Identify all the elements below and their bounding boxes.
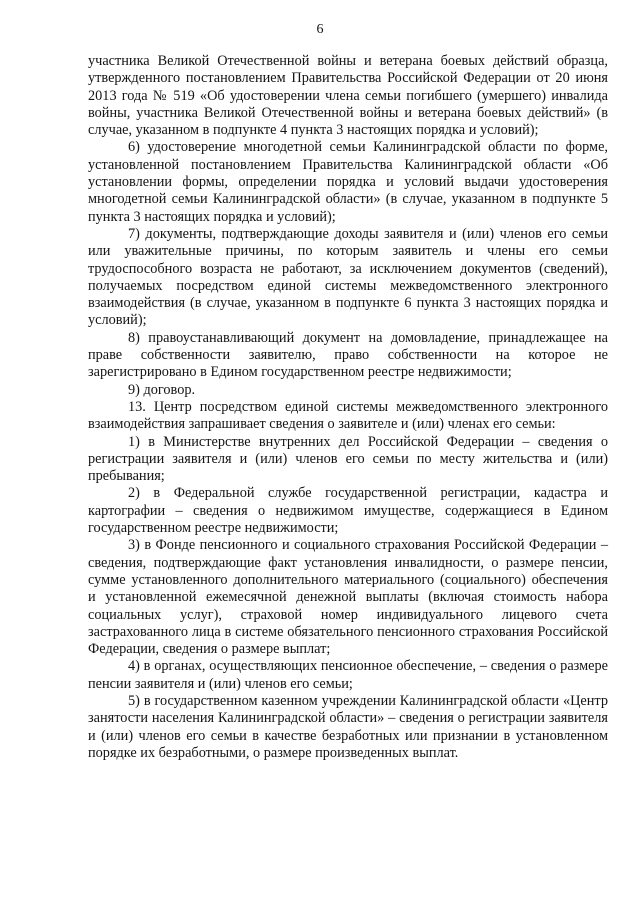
paragraph-item-7: 7) документы, подтверждающие доходы заявителя и (или) членов его семьи или уважительные причины, по которым заявитель и члены его семьи трудоспособного возраста не работают, за исключением документов (сведений), получаемых посредством единой системы межведомственного электронного взаимодействия (в случае, указанном в подпункте 6 пункта 3 настоящих порядка и условий); xyxy=(88,225,608,329)
paragraph-item-9: 9) договор. xyxy=(128,381,196,398)
paragraph-item-6: 6) удостоверение многодетной семьи Калининградской области по форме, установленной постановлением Правительства Калининградской области «Об установлении формы, определении порядка и условий выдачи удостоверения многодетной семьи Калининградской области» (в случае, указанном в подпункте 5 пункта 3 настоящих порядка и условий); xyxy=(88,139,608,225)
paragraph-section-13-item-5: 5) в государственном казенном учреждении Калининградской области «Центр занятости населения Калининградской области» – сведения о регистрации заявителя и (или) членов его семьи в качестве безработных или признании в установленном порядке их безработными, о размере произведенных выплат. xyxy=(88,692,608,761)
paragraph-item-8: 8) правоустанавливающий документ на домовладение, принадлежащее на праве собственности заявителю, право собственности на которое не зарегистрировано в Едином государственном реестре недвижимости; xyxy=(88,329,608,381)
paragraph-section-13-item-2: 2) в Федеральной службе государственной регистрации, кадастра и картографии – сведения о недвижимом имуществе, содержащиеся в Едином государственном реестре недвижимости; xyxy=(88,485,608,537)
paragraph-certificate-continuation: участника Великой Отечественной войны и ветерана боевых действий образца, утвержденного постановлением Правительства Российской Федерации от 20 июня 2013 года № 519 «Об удостоверении члена семьи погибшего (умершего) инвалида войны, участника Великой Отечественной войны и ветерана боевых действий» (в случае, указанном в подпункте 4 пункта 3 настоящих порядка и условий); xyxy=(88,53,608,139)
paragraph-section-13-item-3: 3) в Фонде пенсионного и социального страхования Российской Федерации – сведения, подтверждающие факт установления инвалидности, о размере пенсии, сумме установленного дополнительного материального (социального) обеспечения и установленной ежемесячной денежной выплаты (включая стоимость набора социальных услуг), страховой номер индивидуального лицевого счета застрахованного лица в системе обязательного пенсионного страхования Российской Федерации, сведения о размере выплат; xyxy=(88,537,608,658)
document-body xyxy=(88,53,608,762)
page-number: 6 xyxy=(316,22,324,37)
paragraph-section-13-item-4: 4) в органах, осуществляющих пенсионное обеспечение, – сведения о размере пенсии заявителя и (или) членов его семьи; xyxy=(88,658,608,692)
paragraph-section-13: 13. Центр посредством единой системы межведомственного электронного взаимодействия запрашивает сведения о заявителе и (или) членах его семьи: xyxy=(88,398,608,433)
paragraph-section-13-item-1: 1) в Министерстве внутренних дел Российской Федерации – сведения о регистрации заявителя и (или) членов его семьи по месту жительства и (или) пребывания; xyxy=(88,433,608,485)
